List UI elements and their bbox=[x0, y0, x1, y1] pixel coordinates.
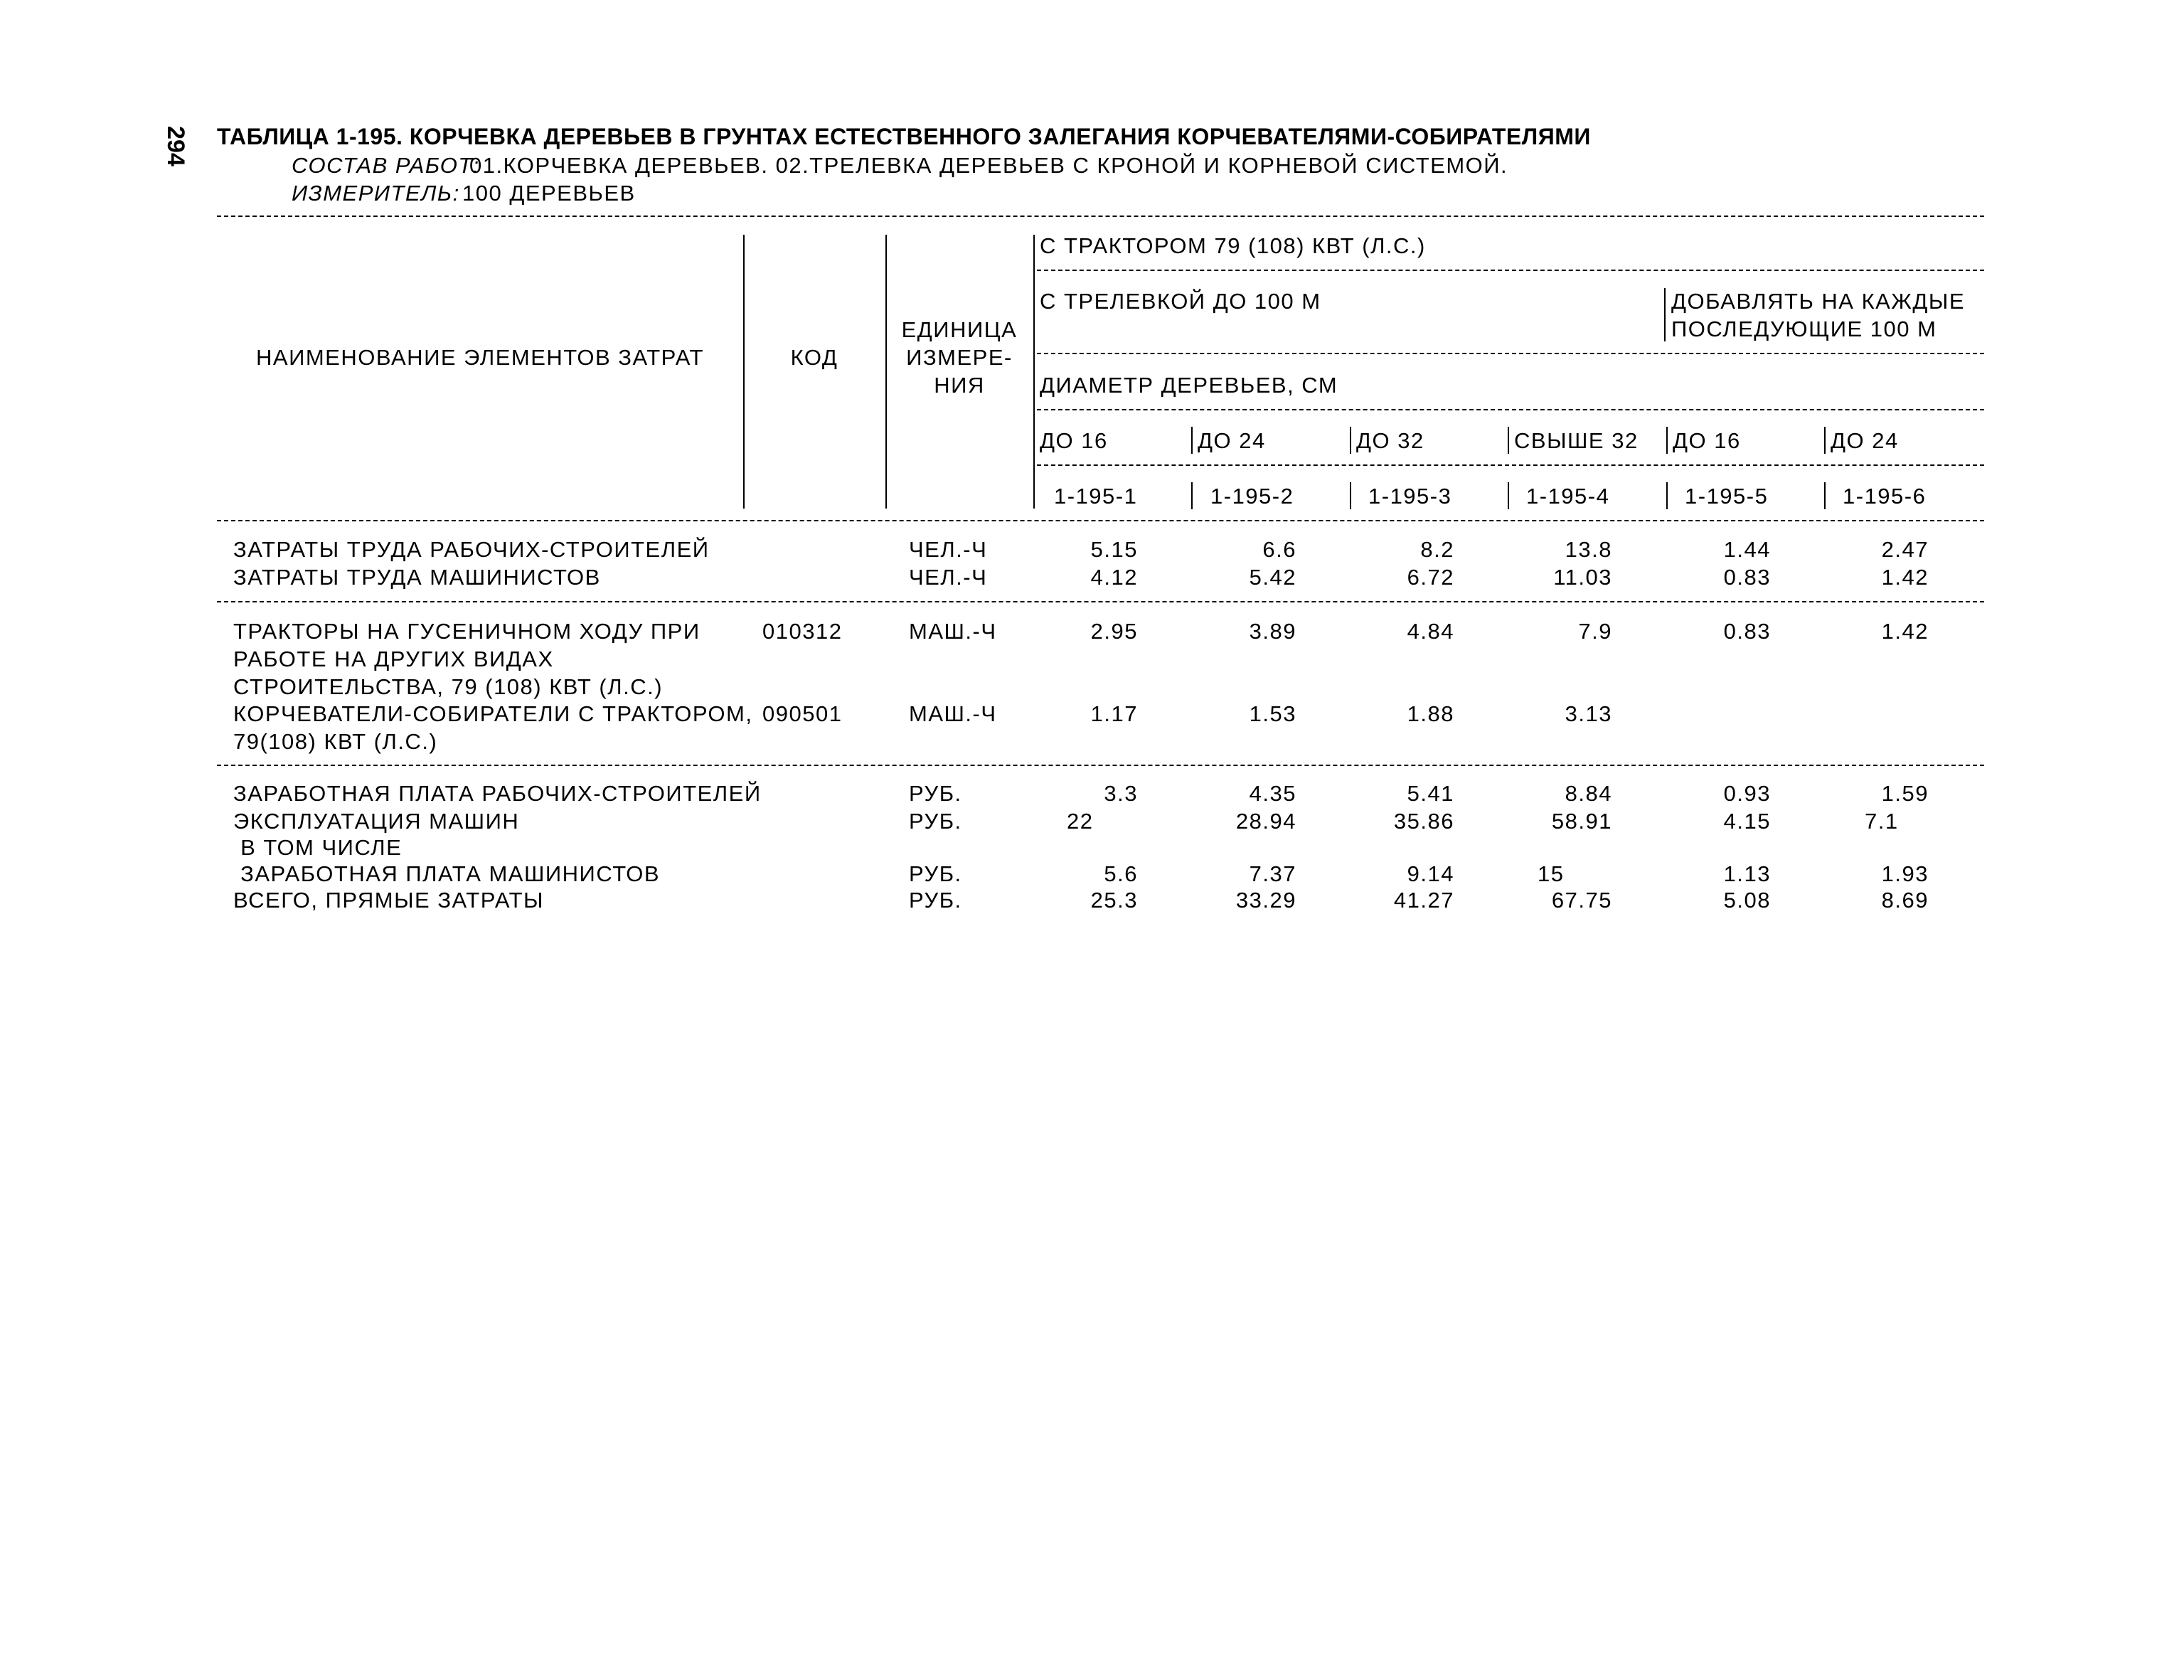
row-value: 1.42 bbox=[1881, 565, 1929, 590]
row-value: 9.14 bbox=[1407, 861, 1454, 886]
vline-size-3 bbox=[1350, 427, 1351, 454]
row-value: 1.42 bbox=[1881, 619, 1929, 644]
row-value: 4.15 bbox=[1723, 809, 1771, 834]
header-code-2: 1-195-2 bbox=[1210, 484, 1294, 509]
header-name-column: НАИМЕНОВАНИЕ ЭЛЕМЕНТОВ ЗАТРАТ bbox=[256, 345, 704, 370]
row-value: 1.44 bbox=[1723, 537, 1771, 562]
vline-code-2 bbox=[1191, 482, 1193, 509]
row-value: 5.6 bbox=[1104, 861, 1138, 886]
row-value: 4.84 bbox=[1407, 619, 1454, 644]
row-value: 5.42 bbox=[1249, 565, 1296, 590]
row-unit: ЧЕЛ.-Ч bbox=[909, 565, 988, 590]
row-value: 41.27 bbox=[1393, 888, 1454, 913]
header-code-5: 1-195-5 bbox=[1685, 484, 1769, 509]
row-value: 28.94 bbox=[1235, 809, 1296, 834]
row-value: 8.84 bbox=[1565, 781, 1612, 806]
row-value: 22 bbox=[1067, 809, 1094, 834]
row-value: 2.95 bbox=[1090, 619, 1138, 644]
table-title: ТАБЛИЦА 1-195. КОРЧЕВКА ДЕРЕВЬЕВ В ГРУНТАХ ЕСТЕСТВЕННОГО ЗАЛЕГАНИЯ КОРЧЕВАТЕЛЯМИ-СОБИРАТЕЛЯМИ bbox=[217, 124, 1591, 149]
header-code-1: 1-195-1 bbox=[1054, 484, 1138, 509]
row-code: 090501 bbox=[762, 701, 843, 726]
row-value: 11.03 bbox=[1553, 565, 1612, 590]
row-unit: ЧЕЛ.-Ч bbox=[909, 537, 988, 562]
vline-code-4 bbox=[1508, 482, 1509, 509]
row-name: РАБОТЕ НА ДРУГИХ ВИДАХ bbox=[233, 647, 554, 671]
header-add-line-2: ПОСЛЕДУЮЩИЕ 100 М bbox=[1671, 317, 1937, 341]
row-value: 6.72 bbox=[1407, 565, 1454, 590]
row-name: СТРОИТЕЛЬСТВА, 79 (108) КВТ (Л.С.) bbox=[233, 674, 664, 699]
vline-code-6 bbox=[1824, 482, 1826, 509]
header-code-column: КОД bbox=[790, 345, 838, 370]
vline-skid-add bbox=[1664, 288, 1666, 341]
row-value: 5.15 bbox=[1090, 537, 1138, 562]
header-size-6: ДО 24 bbox=[1831, 428, 1899, 453]
rule-header-bottom bbox=[217, 520, 1984, 521]
row-name: ЗАТРАТЫ ТРУДА РАБОЧИХ-СТРОИТЕЛЕЙ bbox=[233, 537, 710, 562]
rule-top bbox=[217, 216, 1984, 217]
row-value: 8.2 bbox=[1420, 537, 1454, 562]
row-unit: МАШ.-Ч bbox=[909, 701, 997, 726]
vline-code-unit bbox=[885, 235, 887, 509]
header-unit-line-1: ЕДИНИЦА bbox=[901, 317, 1018, 342]
row-unit: РУБ. bbox=[909, 861, 962, 886]
row-name: ЗАРАБОТНАЯ ПЛАТА МАШИНИСТОВ bbox=[233, 861, 661, 886]
row-value: 6.6 bbox=[1262, 537, 1296, 562]
row-name: ЗАТРАТЫ ТРУДА МАШИНИСТОВ bbox=[233, 565, 601, 590]
vline-code-5 bbox=[1666, 482, 1668, 509]
row-name: КОРЧЕВАТЕЛИ-СОБИРАТЕЛИ С ТРАКТОРОМ, bbox=[233, 701, 753, 726]
rule-section-1 bbox=[217, 601, 1984, 602]
vline-unit-data bbox=[1033, 235, 1035, 509]
row-value: 7.9 bbox=[1578, 619, 1612, 644]
header-unit-line-2: ИЗМЕРЕ- bbox=[906, 345, 1013, 370]
row-unit: МАШ.-Ч bbox=[909, 619, 997, 644]
row-name: В ТОМ ЧИСЛЕ bbox=[233, 835, 403, 860]
row-value: 7.37 bbox=[1249, 861, 1296, 886]
row-value: 4.35 bbox=[1249, 781, 1296, 806]
header-skid: С ТРЕЛЕВКОЙ ДО 100 М bbox=[1040, 289, 1321, 314]
header-code-3: 1-195-3 bbox=[1368, 484, 1452, 509]
header-size-5: ДО 16 bbox=[1673, 428, 1741, 453]
row-value: 1.93 bbox=[1881, 861, 1929, 886]
row-value: 3.3 bbox=[1104, 781, 1138, 806]
header-size-3: ДО 32 bbox=[1356, 428, 1424, 453]
row-name: 79(108) КВТ (Л.С.) bbox=[233, 729, 438, 754]
vline-code-3 bbox=[1350, 482, 1351, 509]
rule-diameter bbox=[1037, 409, 1984, 410]
vline-size-5 bbox=[1666, 427, 1668, 454]
row-name: ВСЕГО, ПРЯМЫЕ ЗАТРАТЫ bbox=[233, 888, 544, 913]
header-size-1: ДО 16 bbox=[1040, 428, 1108, 453]
row-unit: РУБ. bbox=[909, 781, 962, 806]
header-unit-line-3: НИЯ bbox=[934, 373, 985, 398]
row-value: 67.75 bbox=[1551, 888, 1612, 913]
row-unit: РУБ. bbox=[909, 888, 962, 913]
row-name: ЗАРАБОТНАЯ ПЛАТА РАБОЧИХ-СТРОИТЕЛЕЙ bbox=[233, 781, 762, 806]
row-value: 3.89 bbox=[1249, 619, 1296, 644]
header-size-2: ДО 24 bbox=[1198, 428, 1266, 453]
vline-size-6 bbox=[1824, 427, 1826, 454]
header-code-4: 1-195-4 bbox=[1526, 484, 1610, 509]
meter-text: 100 ДЕРЕВЬЕВ bbox=[462, 181, 636, 206]
page-number: 294 bbox=[161, 126, 189, 166]
row-value: 5.08 bbox=[1723, 888, 1771, 913]
rule-sizes bbox=[1037, 464, 1984, 466]
row-unit: РУБ. bbox=[909, 809, 962, 834]
header-diameter: ДИАМЕТР ДЕРЕВЬЕВ, СМ bbox=[1040, 373, 1338, 398]
row-value: 1.13 bbox=[1723, 861, 1771, 886]
row-value: 15 bbox=[1538, 861, 1565, 886]
row-value: 4.12 bbox=[1090, 565, 1138, 590]
row-value: 1.53 bbox=[1249, 701, 1296, 726]
row-value: 7.1 bbox=[1865, 809, 1899, 834]
row-value: 2.47 bbox=[1881, 537, 1929, 562]
rule-skid bbox=[1037, 353, 1984, 354]
meter-label: ИЗМЕРИТЕЛЬ: bbox=[292, 181, 460, 206]
row-value: 1.17 bbox=[1090, 701, 1138, 726]
row-value: 8.69 bbox=[1881, 888, 1929, 913]
row-value: 1.59 bbox=[1881, 781, 1929, 806]
row-value: 0.93 bbox=[1723, 781, 1771, 806]
vline-size-2 bbox=[1191, 427, 1193, 454]
rule-section-2 bbox=[217, 765, 1984, 766]
vline-name-code bbox=[743, 235, 745, 509]
row-name: ТРАКТОРЫ НА ГУСЕНИЧНОМ ХОДУ ПРИ bbox=[233, 619, 701, 644]
header-tractor: С ТРАКТОРОМ 79 (108) КВТ (Л.С.) bbox=[1040, 233, 1426, 258]
header-size-4: СВЫШЕ 32 bbox=[1514, 428, 1639, 453]
vline-size-4 bbox=[1508, 427, 1509, 454]
rule-tractor bbox=[1037, 270, 1984, 271]
row-value: 5.41 bbox=[1407, 781, 1454, 806]
row-value: 0.83 bbox=[1723, 565, 1771, 590]
row-value: 58.91 bbox=[1551, 809, 1612, 834]
row-value: 25.3 bbox=[1090, 888, 1138, 913]
row-value: 3.13 bbox=[1565, 701, 1612, 726]
row-value: 35.86 bbox=[1393, 809, 1454, 834]
row-code: 010312 bbox=[762, 619, 843, 644]
row-value: 1.88 bbox=[1407, 701, 1454, 726]
work-composition-label: СОСТАВ РАБОТ: bbox=[292, 153, 480, 178]
row-name: ЭКСПЛУАТАЦИЯ МАШИН bbox=[233, 809, 520, 834]
header-code-6: 1-195-6 bbox=[1843, 484, 1927, 509]
work-composition-text: 01.КОРЧЕВКА ДЕРЕВЬЕВ. 02.ТРЕЛЕВКА ДЕРЕВЬЕВ С КРОНОЙ И КОРНЕВОЙ СИСТЕМОЙ. bbox=[469, 153, 1508, 178]
header-add-line-1: ДОБАВЛЯТЬ НА КАЖДЫЕ bbox=[1671, 289, 1966, 314]
row-value: 13.8 bbox=[1565, 537, 1612, 562]
row-value: 33.29 bbox=[1235, 888, 1296, 913]
row-value: 0.83 bbox=[1723, 619, 1771, 644]
